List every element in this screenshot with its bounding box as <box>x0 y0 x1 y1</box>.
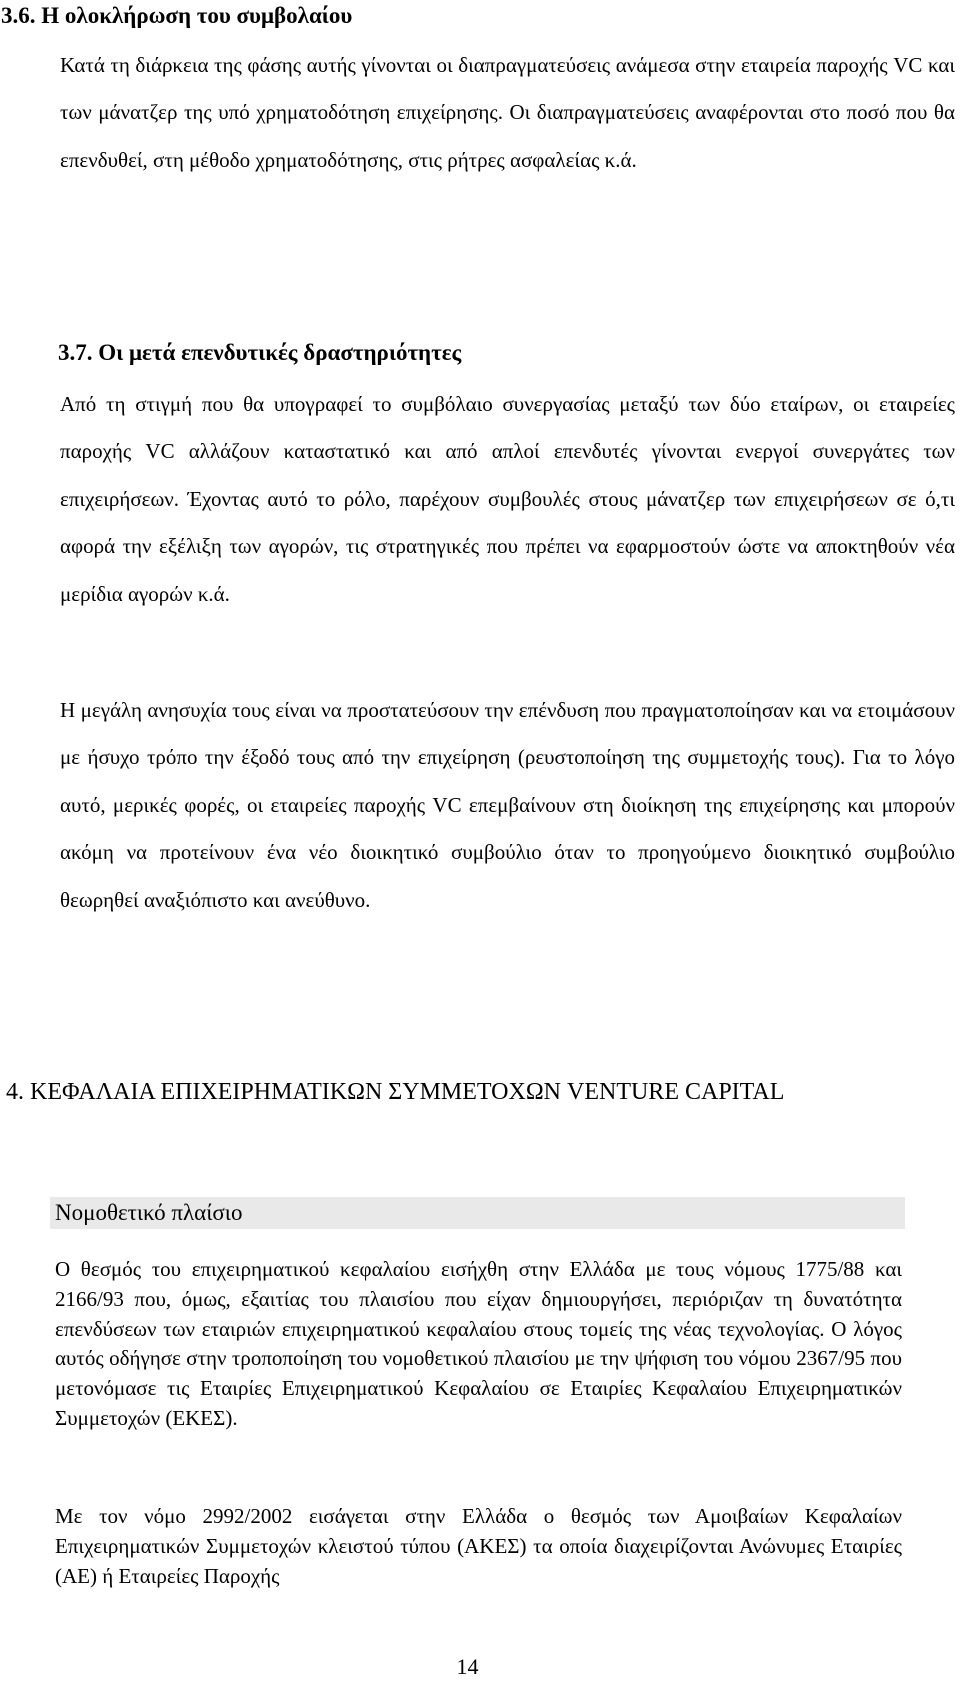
section-3-7-paragraph-1: Από τη στιγμή που θα υπογραφεί το συμβόλαιο συνεργασίας μεταξύ των δύο εταίρων, οι εταιρείες παροχής VC αλλάζουν καταστατικό και από απλοί επενδυτές γίνονται ενεργοί συνεργάτες των επιχειρήσεων. Έχοντας αυτό το ρόλο, παρέχουν συμβουλές στους μάνατζερ των επιχειρήσεων σε ό,τι αφορά την εξέλιξη των αγορών, τις στρατηγικές που πρέπει να εφαρμοστούν ώστε να αποκτηθούν νέα μερίδια αγορών κ.ά. <box>60 392 955 606</box>
chapter-4-paragraph-1: Ο θεσμός του επιχειρηματικού κεφαλαίου εισήχθη στην Ελλάδα με τους νόμους 1775/88 και 2166/93 που, όμως, εξαιτίας του πλαισίου που είχαν δημιουργήσει, περιόριζαν τη δυνατότητα επενδύσεων των εταιριών επιχειρηματικού κεφαλαίου στους τομείς της νέας τεχνολογίας. Ο λόγος αυτός οδήγησε στην τροποποίηση του νομοθετικού πλαισίου με την ψήφιση του νόμου 2367/95 που μετονόμασε τις Εταιρίες Επιχειρηματικού Κεφαλαίου σε Εταιρίες Κεφαλαίου Επιχειρηματικών Συμμετοχών (ΕΚΕΣ). <box>55 1257 902 1430</box>
section-3-7-heading: 3.7. Οι μετά επενδυτικές δραστηριότητες <box>58 340 462 365</box>
section-3-6-heading: 3.6. Η ολοκλήρωση του συμβολαίου <box>1 3 353 28</box>
section-3-6-paragraph: Κατά τη διάρκεια της φάσης αυτής γίνονται οι διαπραγματεύσεις ανάμεσα στην εταιρεία παροχής VC και των μάνατζερ της υπό χρηματοδότηση επιχείρησης. Οι διαπραγματεύσεις αναφέρονται στο ποσό που θα επενδυθεί, στη μέθοδο χρηματοδότησης, στις ρήτρες ασφαλείας κ.ά. <box>60 53 955 172</box>
legal-framework-subheading: Νομοθετικό πλαίσιο <box>55 1200 243 1225</box>
subheading-bar <box>50 1197 905 1229</box>
page-number: 14 <box>456 1654 479 1679</box>
chapter-4-paragraph-2: Με τον νόμο 2992/2002 εισάγεται στην Ελλάδα ο θεσμός των Αμοιβαίων Κεφαλαίων Επιχειρηματικών Συμμετοχών κλειστού τύπου (ΑΚΕΣ) τα οποία διαχειρίζονται Ανώνυμες Εταιρίες (ΑΕ) ή Εταιρείες Παροχής <box>55 1504 902 1588</box>
chapter-4-heading: 4. ΚΕΦΑΛΑΙΑ ΕΠΙΧΕΙΡΗΜΑΤΙΚΩΝ ΣΥΜΜΕΤΟΧΩΝ VENTURE CAPITAL <box>6 1079 785 1105</box>
section-3-7-paragraph-2: Η μεγάλη ανησυχία τους είναι να προστατεύσουν την επένδυση που πραγματοποίησαν και να ετοιμάσουν με ήσυχο τρόπο την έξοδό τους από την επιχείρηση (ρευστοποίηση της συμμετοχής τους). Για το λόγο αυτό, μερικές φορές, οι εταιρείες παροχής VC επεμβαίνουν στη διοίκηση της επιχείρησης και μπορούν ακόμη να προτείνουν ένα νέο διοικητικό συμβούλιο όταν το προηγούμενο διοικητικό συμβούλιο θεωρηθεί αναξιόπιστο και ανεύθυνο. <box>60 698 955 912</box>
